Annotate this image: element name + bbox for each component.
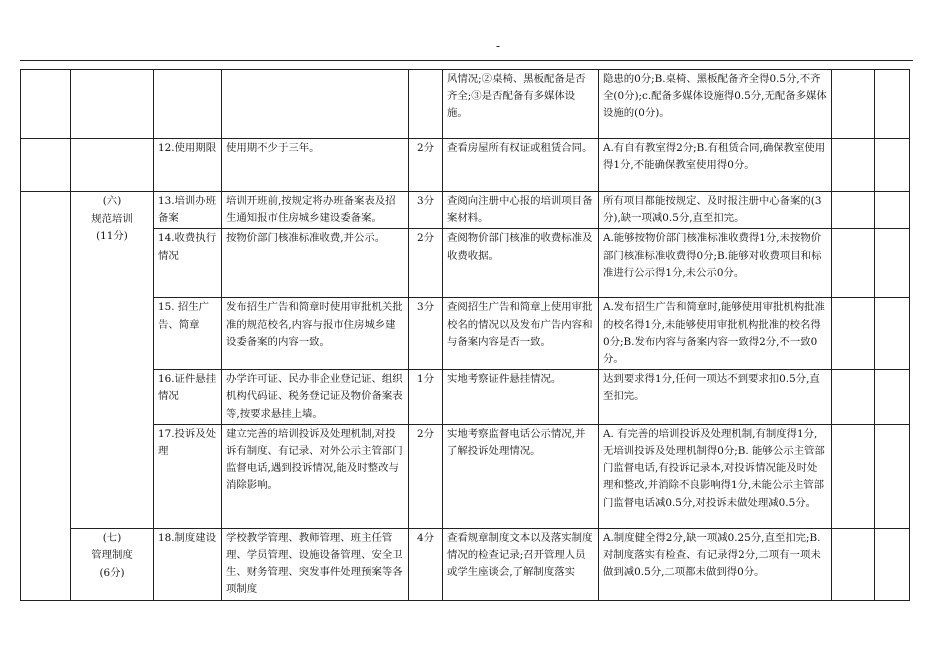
note-blank-cell xyxy=(875,370,910,425)
score-blank-cell xyxy=(832,229,875,298)
section-cell xyxy=(71,139,154,192)
item-cell: 14.收费执行情况 xyxy=(154,229,222,298)
content-cell: 发布招生广告和简章时使用审批机关批准的规范校名,内容与报市住房城乡建设委备案的内容一致。 xyxy=(222,298,409,370)
standard-cell: 实地考察证件悬挂情况。 xyxy=(443,370,599,425)
standard-cell: 查阅向注册中心报的培训项目备案材料。 xyxy=(443,192,599,229)
score-blank-cell xyxy=(832,139,875,192)
item-cell xyxy=(154,70,222,139)
criteria-cell: A.发布招生广告和简章时,能够使用审批机构批准的校名得1分,未能够使用审批机构批准的校名得0分;B.发布内容与备案内容一致得2分,不一致0分。 xyxy=(599,298,832,370)
section-7-cell xyxy=(71,528,154,600)
item-cell: 15. 招生广告、简章 xyxy=(154,298,222,370)
score-blank-cell xyxy=(832,298,875,370)
note-blank-cell xyxy=(875,192,910,229)
section-6-cell xyxy=(71,192,154,529)
table-row xyxy=(21,298,910,370)
criteria-cell: A. 有完善的培训投诉及处理机制,有制度得1分,无培训投诉及处理机制得0分;B. 能够公示主管部门监督电话,有投诉记录本,对投诉情况能及时处理和整改,并消除不良影响得1分,未能公示主管部门监督电话减0.5分,对投诉未做处理减0.5分。 xyxy=(599,424,832,528)
note-blank-cell xyxy=(875,424,910,528)
section-title: 规范培训 xyxy=(91,212,133,225)
standard-cell: 查看规章制度文本以及落实制度情况的检查记录;召开管理人员或学生座谈会,了解制度落实 xyxy=(443,528,599,600)
note-blank-cell xyxy=(875,298,910,370)
standard-cell: 查看房屋所有权证或租赁合同。 xyxy=(443,139,599,192)
section-number: (七) xyxy=(102,531,122,544)
score-cell: 3分 xyxy=(409,192,443,229)
note-blank-cell xyxy=(875,139,910,192)
standard-cell: 风情况;②桌椅、黑板配备是否齐全;③是否配备有多媒体设施。 xyxy=(443,70,599,139)
category-cell xyxy=(21,192,71,601)
standard-cell: 查阅招生广告和简章上使用审批校名的情况以及发布广告内容和与备案内容是否一致。 xyxy=(443,298,599,370)
score-blank-cell xyxy=(832,528,875,600)
table-row xyxy=(21,370,910,425)
score-blank-cell xyxy=(832,424,875,528)
note-blank-cell xyxy=(875,229,910,298)
section-number: (六) xyxy=(102,195,122,207)
note-blank-cell xyxy=(875,528,910,600)
score-cell: 2分 xyxy=(409,139,443,192)
section-title: 管理制度 xyxy=(91,549,133,562)
score-cell: 1分 xyxy=(409,370,443,425)
item-cell: 17.投诉及处理 xyxy=(154,424,222,528)
score-blank-cell xyxy=(832,192,875,229)
content-cell: 学校教学管理、教师管理、班主任管理、学员管理、设施设备管理、安全卫生、财务管理、突发事件处理预案等各项制度 xyxy=(222,528,409,600)
evaluation-table xyxy=(20,69,910,601)
item-cell: 12.使用期限 xyxy=(154,139,222,192)
score-blank-cell xyxy=(832,370,875,425)
score-cell: 3分 xyxy=(409,298,443,370)
section-score: (11分) xyxy=(96,230,128,242)
content-cell: 培训开班前,按规定将办班备案表及招生通知报市住房城乡建设委备案。 xyxy=(222,192,409,229)
standard-cell: 查阅物价部门核准的收费标准及收费收据。 xyxy=(443,229,599,298)
table-row xyxy=(21,528,910,600)
item-cell: 18.制度建设 xyxy=(154,528,222,600)
criteria-cell: 达到要求得1分,任何一项达不到要求扣0.5分,直至扣完。 xyxy=(599,370,832,425)
table-row xyxy=(21,70,910,139)
table-row xyxy=(21,139,910,192)
content-cell: 办学许可证、民办非企业登记证、组织机构代码证、税务登记证及物价备案表等,按要求悬挂上墙。 xyxy=(222,370,409,425)
criteria-cell: A.制度健全得2分,缺一项减0.25分,直至扣完;B.对制度落实有检查、有记录得2分,二项有一项未做到减0.5分,二项都未做到得0分。 xyxy=(599,528,832,600)
content-cell: 使用期不少于三年。 xyxy=(222,139,409,192)
content-cell: 建立完善的培训投诉及处理机制,对投诉有制度、有记录、对外公示主管部门监督电话,遇到投诉情况,能及时整改与消除影响。 xyxy=(222,424,409,528)
section-cell xyxy=(71,70,154,139)
score-cell xyxy=(409,70,443,139)
criteria-cell: A.有自有教室得2分;B.有租赁合同,确保教室使用得1分,不能确保教室使用得0分。 xyxy=(599,139,832,192)
content-cell: 按物价部门核准标准收费,并公示。 xyxy=(222,229,409,298)
table-row xyxy=(21,424,910,528)
header-rule xyxy=(20,60,913,61)
item-cell: 13.培训办班备案 xyxy=(154,192,222,229)
criteria-cell: 隐患的0分;B.桌椅、黑板配备齐全得0.5分,不齐全(0分);c.配备多媒体设施得0.5分,无配备多媒体设施的(0分)。 xyxy=(599,70,832,139)
table-row xyxy=(21,229,910,298)
content-cell xyxy=(222,70,409,139)
category-cell xyxy=(21,139,71,192)
criteria-cell: 所有项目都能按规定、及时报注册中心备案的(3分),缺一项减0.5分,直至扣完。 xyxy=(599,192,832,229)
note-blank-cell xyxy=(875,70,910,139)
score-blank-cell xyxy=(832,70,875,139)
score-cell: 2分 xyxy=(409,424,443,528)
table-row xyxy=(21,192,910,229)
criteria-cell: A.能够按物价部门核准标准收费得1分,未按物价部门核准标准收费得0分;B.能够对收费项目和标准进行公示得1分,未公示0分。 xyxy=(599,229,832,298)
score-cell: 2分 xyxy=(409,229,443,298)
section-score: (6分) xyxy=(99,566,125,579)
standard-cell: 实地考察监督电话公示情况,并了解投诉处理情况。 xyxy=(443,424,599,528)
category-cell xyxy=(21,70,71,139)
header-mark: - xyxy=(496,39,501,53)
item-cell: 16.证件悬挂情况 xyxy=(154,370,222,425)
score-cell: 4分 xyxy=(409,528,443,600)
